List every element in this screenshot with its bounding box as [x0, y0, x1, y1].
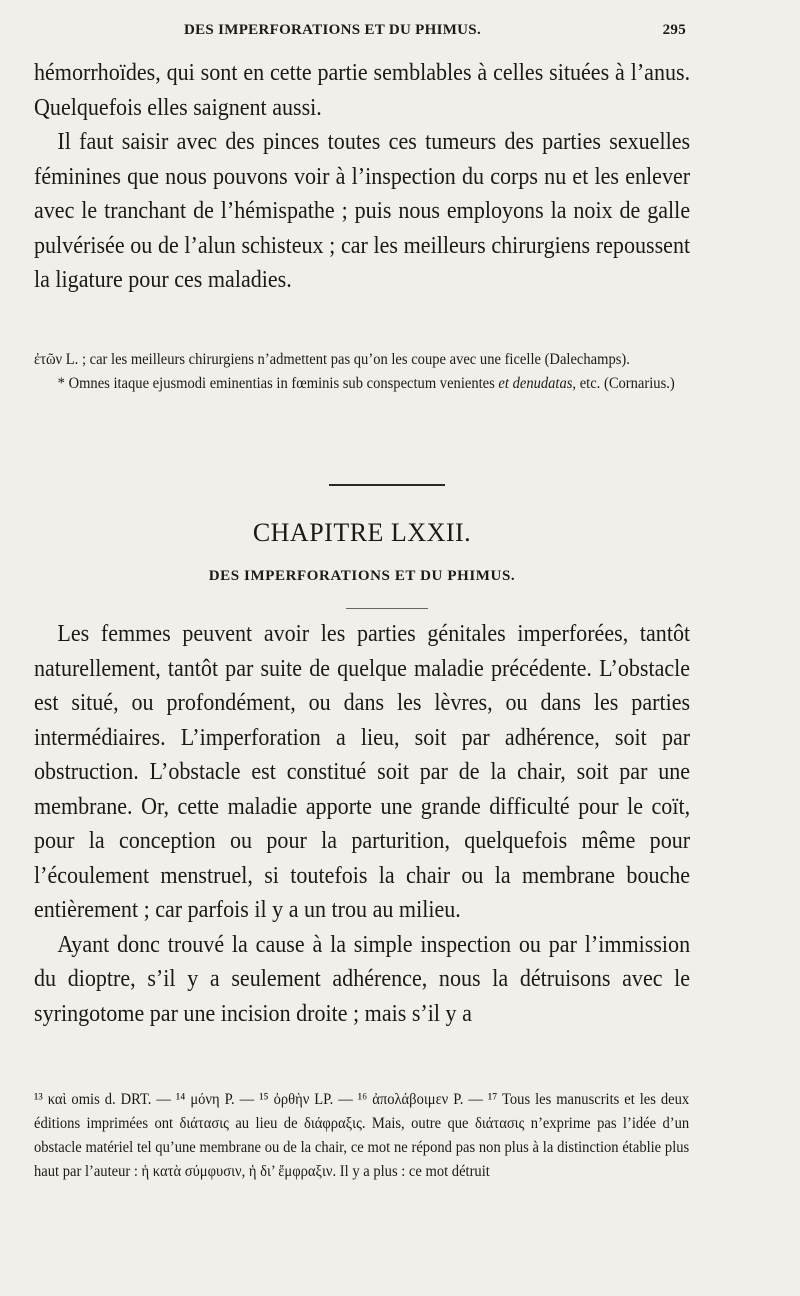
subtitle-divider [346, 608, 428, 609]
intro-text [34, 56, 690, 298]
footnotes [34, 1088, 689, 1184]
footnote-text: ¹³ καὶ omis d. DRT. — ¹⁴ μόνη P. — ¹⁵ ὀρθὴν LP. — ¹⁶ ἀπολάβοιμεν P. — ¹⁷ Tous les manuscrits et les deux éditions imprimées ont διάτασις au lieu de διάφραξις. Mais, outre que διάτασις n’exprime pas l’idée d’un obstacle matériel tel qu’une membrane ou de la chair, ce mot ne répond pas non plus à la distinction établie plus haut par l’auteur : ἡ κατὰ σύμφυσιν, ἡ δι’ ἔμφραξιν. Il y a plus : ce mot détruit [34, 1091, 690, 1180]
page-number: 295 [662, 22, 686, 38]
running-head-title: DES IMPERFORATIONS ET DU PHIMUS. [184, 22, 481, 38]
upper-notes [34, 348, 689, 396]
chapter-divider [329, 484, 445, 486]
chapter-paragraph: Les femmes peuvent avoir les parties génitales imperforées, tantôt naturellement, tantôt par suite de quelque maladie précédente. L’obstacle est situé, ou profondément, ou dans les lèvres, ou dans les parties intermédiaires. L’imperforation a lieu, soit par adhérence, soit par obstruction. L’obstacle est constitué soit par de la chair, soit par une membrane. Or, cette maladie apporte une grande difficulté pour le coït, pour la conception ou pour la parturition, quelquefois même pour l’écoulement menstruel, si toutefois la chair ou la membrane bouche entièrement ; car parfois il y a un trou au milieu. [34, 620, 691, 923]
intro-paragraph: Il faut saisir avec des pinces toutes ces tumeurs des parties sexuelles féminines que nous pouvons voir à l’inspection du corps nu et les enlever avec le tranchant de l’hémispathe ; puis nous employons la noix de galle pulvérisée ou de l’alun schisteux ; car les meilleurs chirurgiens repoussent la ligature pour ces maladies. [34, 128, 691, 293]
chapter-paragraph: Ayant donc trouvé la cause à la simple inspection ou par l’immission du dioptre, s’il y a seulement adhérence, nous la détruisons avec le syringotome par une incision droite ; mais s’il y a [34, 930, 691, 1027]
note-cornarius: * Omnes itaque ejusmodi eminentias in fœminis sub conspectum venientes et denudatas, etc. (Cornarius.) [57, 375, 675, 392]
chapter-subtitle: DES IMPERFORATIONS ET DU PHIMUS. [208, 568, 516, 584]
note-dalechamps: ἐτῶν L. ; car les meilleurs chirurgiens n’admettent pas qu’on les coupe avec une ficelle (Dalechamps). [34, 351, 630, 368]
chapter-text [34, 617, 690, 1031]
intro-paragraph: hémorrhoïdes, qui sont en cette partie semblables à celles situées à l’anus. Quelquefois elles saignent aussi. [34, 59, 691, 121]
chapter-title: CHAPITRE LXXII. [252, 518, 472, 547]
running-head [34, 22, 690, 42]
